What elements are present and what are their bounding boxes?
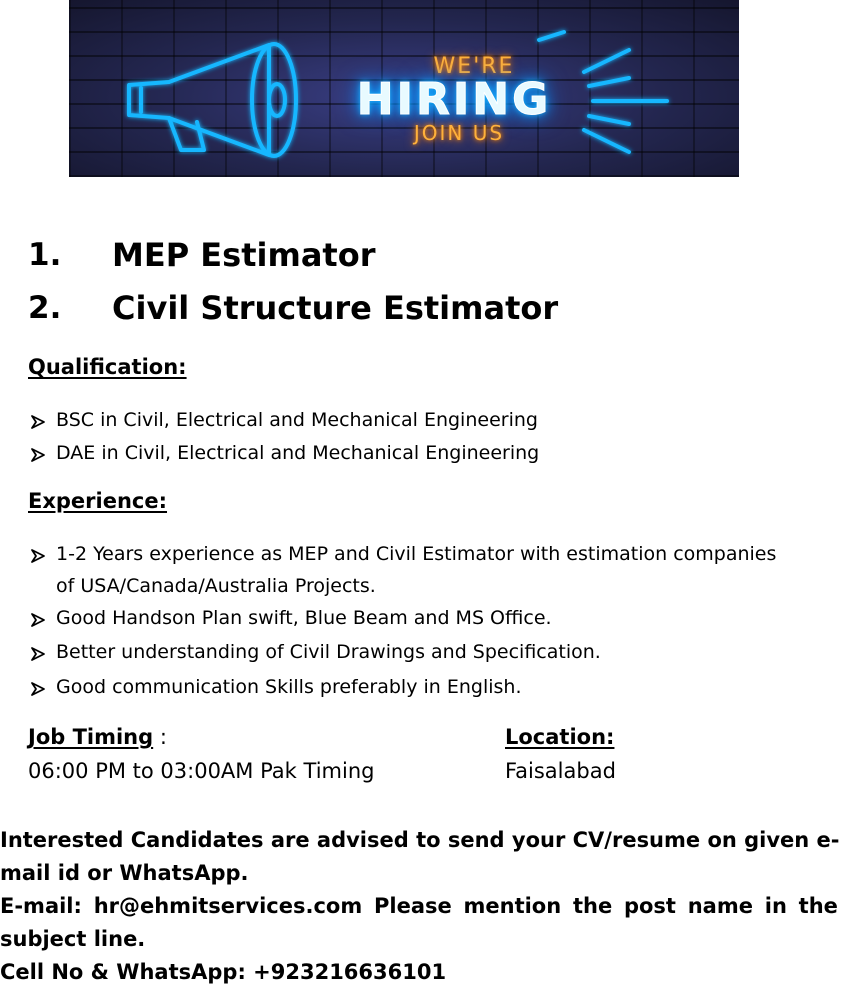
qualification-item: BSC in Civil, Electrical and Mechanical Engineering xyxy=(56,409,538,431)
contact-block xyxy=(0,824,838,989)
email-word: mention xyxy=(463,894,562,918)
banner-join-us-text: JOIN US xyxy=(413,121,505,145)
email-word: the xyxy=(798,894,838,918)
position-title-2: Civil Structure Estimator xyxy=(112,289,559,327)
location-heading: Location: xyxy=(505,725,615,749)
qualification-heading: Qualification: xyxy=(28,355,187,379)
contact-line-4: subject line. xyxy=(0,927,146,951)
position-number-2: 2. xyxy=(28,290,62,326)
email-word: the xyxy=(572,894,613,918)
qualification-item: DAE in Civil, Electrical and Mechanical Engineering xyxy=(56,442,540,464)
job-timing-separator: : xyxy=(153,725,167,749)
contact-line-2: mail id or WhatsApp. xyxy=(0,861,249,885)
email-word: name xyxy=(687,894,753,918)
position-number-1: 1. xyxy=(28,237,62,273)
location-value: Faisalabad xyxy=(505,759,616,783)
arrow-bullet-icon xyxy=(30,414,46,430)
experience-item: Good Handson Plan swift, Blue Beam and MS Office. xyxy=(56,607,552,629)
experience-item: Better understanding of Civil Drawings and Specification. xyxy=(56,641,601,663)
experience-item: Good communication Skills preferably in English. xyxy=(56,676,522,698)
job-timing-heading: Job Timing xyxy=(28,725,154,749)
email-label: E-mail: xyxy=(0,894,82,918)
position-title-1: MEP Estimator xyxy=(112,236,376,274)
arrow-bullet-icon xyxy=(30,612,46,628)
arrow-bullet-icon xyxy=(30,447,46,463)
arrow-bullet-icon xyxy=(30,646,46,662)
contact-line-1: Interested Candidates are advised to send your CV/resume on given e- xyxy=(0,828,840,852)
email-address[interactable]: hr@ehmitservices.com xyxy=(93,894,363,918)
job-timing-label xyxy=(28,725,167,749)
arrow-bullet-icon xyxy=(30,548,46,564)
experience-item-continuation: of USA/Canada/Australia Projects. xyxy=(56,575,376,597)
contact-email-line xyxy=(0,890,838,923)
experience-item: 1-2 Years experience as MEP and Civil Estimator with estimation companies xyxy=(56,543,777,565)
email-word: post xyxy=(623,894,676,918)
experience-heading: Experience: xyxy=(28,489,168,513)
email-word: Please xyxy=(373,894,452,918)
arrow-bullet-icon xyxy=(30,681,46,697)
banner-hiring-text: HIRING xyxy=(356,74,552,125)
contact-phone-line: Cell No & WhatsApp: +923216636101 xyxy=(0,960,447,984)
email-word: in xyxy=(764,894,787,918)
hiring-banner xyxy=(69,0,739,177)
job-timing-value: 06:00 PM to 03:00AM Pak Timing xyxy=(28,759,375,783)
banner-were-text: WE'RE xyxy=(433,54,515,79)
